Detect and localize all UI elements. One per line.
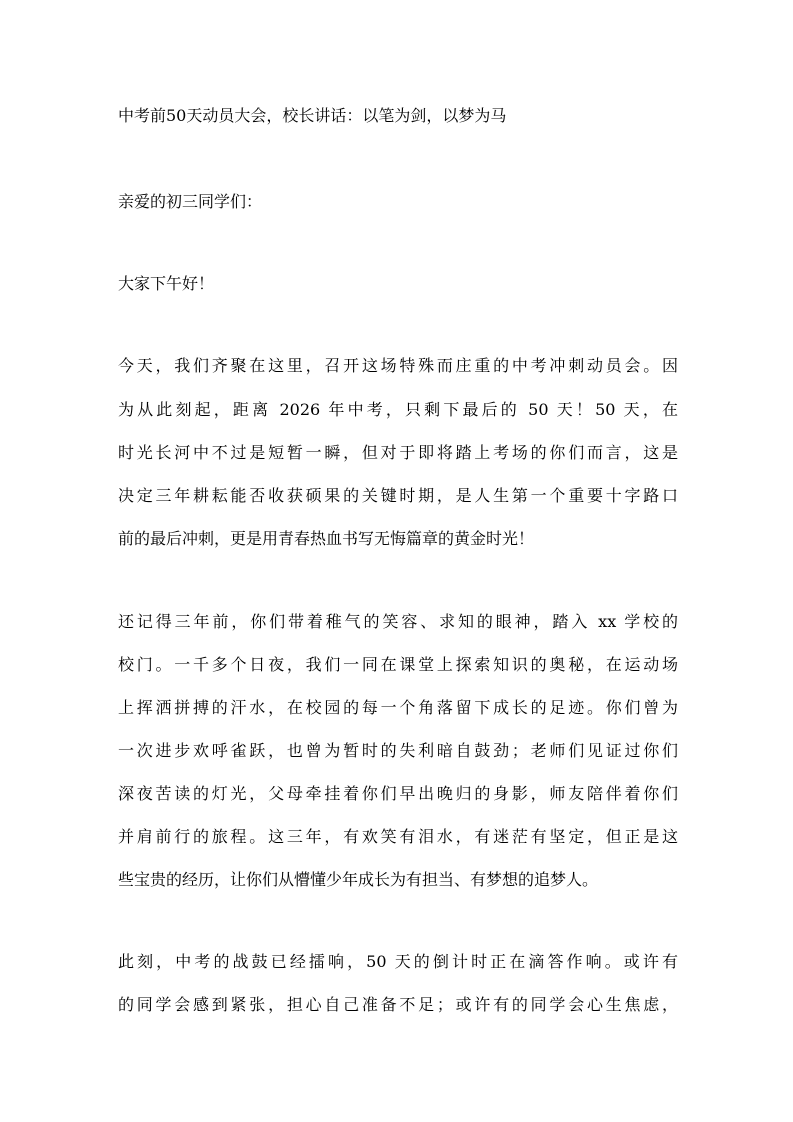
paragraph-line: 此刻，中考的战鼓已经擂响，50 天的倒计时正在滴答作响。或许有 bbox=[118, 952, 678, 971]
paragraph-line: 为从此刻起，距离 2026 年中考，只剩下最后的 50 天！50 天，在 bbox=[118, 400, 678, 419]
paragraph-line: 深夜苦读的灯光，父母牵挂着你们早出晚归的身影，师友陪伴着你们 bbox=[118, 784, 678, 803]
paragraph-line: 今天，我们齐聚在这里，召开这场特殊而庄重的中考冲刺动员会。因 bbox=[118, 356, 678, 375]
salutation: 亲爱的初三同学们： bbox=[118, 192, 263, 211]
paragraph-line: 的同学会感到紧张，担心自己准备不足；或许有的同学会心生焦虑， bbox=[118, 995, 678, 1014]
paragraph-line: 还记得三年前，你们带着稚气的笑容、求知的眼神，踏入 xx 学校的 bbox=[118, 612, 678, 631]
paragraph-line: 一次进步欢呼雀跃，也曾为暂时的失利暗自鼓劲；老师们见证过你们 bbox=[118, 741, 678, 760]
document-title: 中考前50天动员大会，校长讲话：以笔为剑，以梦为马 bbox=[118, 106, 507, 125]
paragraph-line: 些宝贵的经历，让你们从懵懂少年成长为有担当、有梦想的追梦人。 bbox=[118, 870, 599, 889]
paragraph-line: 并肩前行的旅程。这三年，有欢笑有泪水，有迷茫有坚定，但正是这 bbox=[118, 827, 678, 846]
paragraph-line: 决定三年耕耘能否收获硕果的关键时期，是人生第一个重要十字路口 bbox=[118, 486, 678, 505]
paragraph-line: 前的最后冲刺，更是用青春热血书写无悔篇章的黄金时光！ bbox=[118, 529, 535, 548]
paragraph-line: 时光长河中不过是短暂一瞬，但对于即将踏上考场的你们而言，这是 bbox=[118, 443, 678, 462]
greeting: 大家下午好！ bbox=[118, 274, 215, 293]
paragraph-line: 上挥洒拼搏的汗水，在校园的每一个角落留下成长的足迹。你们曾为 bbox=[118, 698, 678, 717]
paragraph-line: 校门。一千多个日夜，我们一同在课堂上探索知识的奥秘，在运动场 bbox=[118, 655, 678, 674]
